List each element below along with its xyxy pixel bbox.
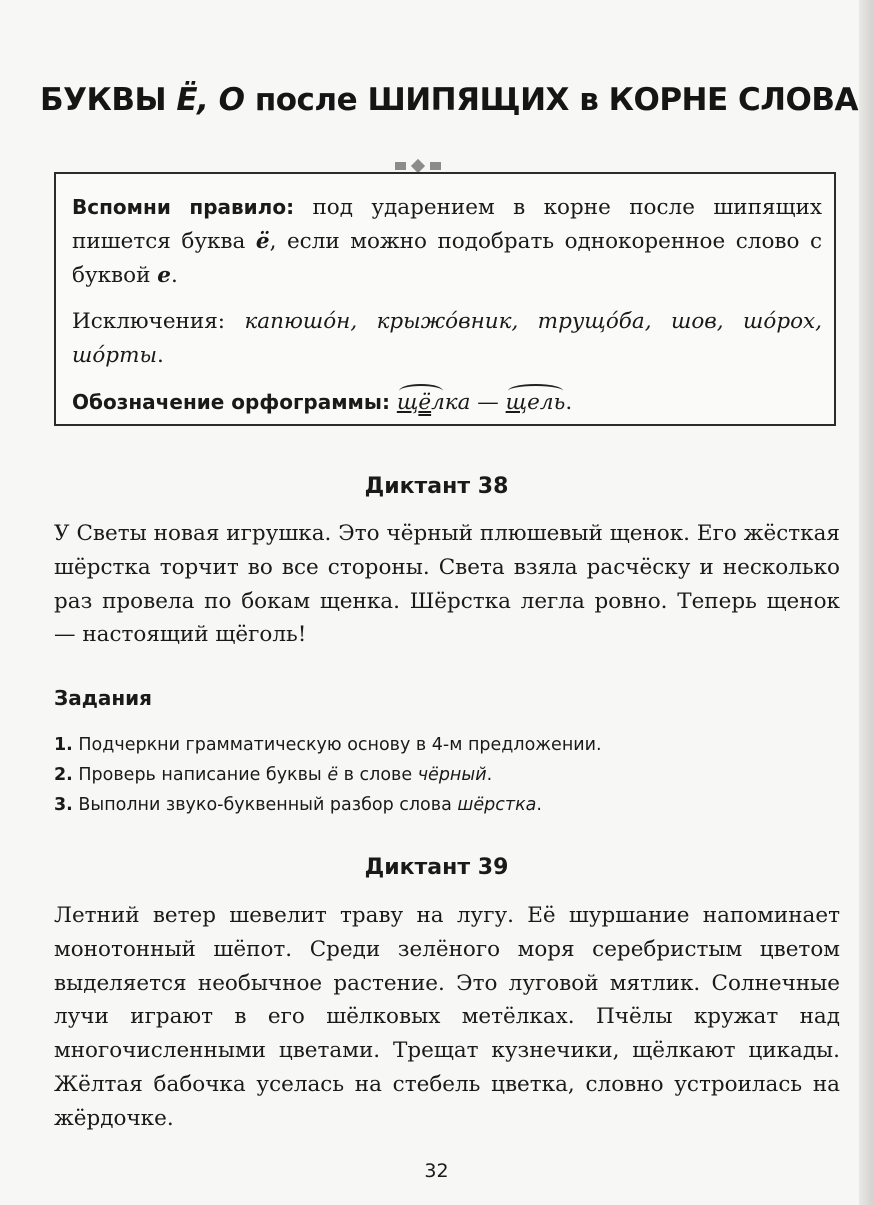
root-arc xyxy=(506,386,566,420)
notation-w1-b: ё xyxy=(418,390,432,415)
square-ornament xyxy=(395,162,406,170)
notation-label: Обозначение орфограммы: xyxy=(72,390,390,414)
square-ornament xyxy=(430,162,441,170)
task-number: 1. xyxy=(54,735,73,755)
task-text: Проверь написание буквы xyxy=(72,765,328,785)
rule-text: под ударением в корне после шипящих пишется буква xyxy=(72,195,822,254)
page-title xyxy=(40,82,858,118)
exceptions-label: Исключения: xyxy=(72,309,226,334)
notation-w2-c: ль xyxy=(539,390,566,415)
rule-text: , если можно подобрать однокоренное слово с буквой xyxy=(72,229,823,288)
notation-w1-a: щ xyxy=(396,390,419,415)
dictation-39-title: Диктант 39 xyxy=(364,855,509,880)
task-word: шёрстка xyxy=(457,795,537,815)
rule-text: . xyxy=(170,263,178,288)
rule-letter-yo: ё xyxy=(255,229,270,254)
rule-box xyxy=(54,172,836,426)
title-part-3: после ШИПЯЩИХ в КОРНЕ СЛОВА xyxy=(244,82,858,118)
notation-end: . xyxy=(565,390,573,415)
task-end: . xyxy=(536,795,542,815)
task-text: Выполни звуко-буквенный разбор слова xyxy=(72,795,458,815)
exceptions-words: капюшóн, крыжóвник, трущóба, шов, шóрох, шóрты xyxy=(72,309,823,368)
rule-label: Вспомни правило: xyxy=(72,195,295,219)
task-text: в слове xyxy=(338,765,418,785)
notation-w1-d: ка xyxy=(444,390,471,415)
task-item xyxy=(54,730,602,760)
exceptions-end: . xyxy=(156,343,164,368)
exceptions-paragraph xyxy=(72,305,822,373)
ornament-divider xyxy=(395,161,441,171)
task-word: ё xyxy=(327,765,339,785)
notation-w1-c: л xyxy=(431,390,445,415)
title-part-1: БУКВЫ xyxy=(40,82,177,118)
task-item xyxy=(54,790,602,820)
page-number: 32 xyxy=(424,1160,449,1182)
root-arc xyxy=(397,386,445,420)
notation-w2-a: щ xyxy=(505,390,528,415)
task-item xyxy=(54,760,602,790)
rule-letter-e: е xyxy=(157,263,171,288)
task-number: 3. xyxy=(54,795,73,815)
diamond-ornament xyxy=(411,159,425,173)
task-word: чёрный xyxy=(417,765,487,785)
rule-paragraph xyxy=(72,190,822,293)
notation-dash: — xyxy=(470,390,506,415)
task-text: Подчеркни грамматическую основу в 4-м предложении. xyxy=(72,735,602,755)
notation-w2-b: е xyxy=(527,390,540,415)
task-number: 2. xyxy=(54,765,73,785)
task-end: . xyxy=(486,765,493,785)
title-letters: Ё, О xyxy=(176,82,245,118)
tasks-list xyxy=(54,730,602,820)
dictation-39-text: Летний ветер шевелит траву на лугу. Её шуршание напоминает монотонный шёпот. Среди зелёного моря серебристым цветом выделяется необычное растение. Это луговой мятлик. Солнечные лучи играют в его шёлковых метёлках. Пчёлы кружат над многочисленными цветами. Трещат кузнечики, щёлкают цикады. Жёлтая бабочка уселась на стебель цветка, словно устроилась на жёрдочке. xyxy=(54,903,840,1131)
tasks-title: Задания xyxy=(54,686,153,710)
notation-paragraph xyxy=(72,385,822,420)
dictation-38-title: Диктант 38 xyxy=(364,474,509,499)
dictation-38-text: У Светы новая игрушка. Это чёрный плюшевый щенок. Его жёсткая шёрстка торчит во все стороны. Света взяла расчёску и несколько раз провела по бокам щенка. Шёрстка легла ровно. Теперь щенок — настоящий щёголь! xyxy=(54,521,840,648)
